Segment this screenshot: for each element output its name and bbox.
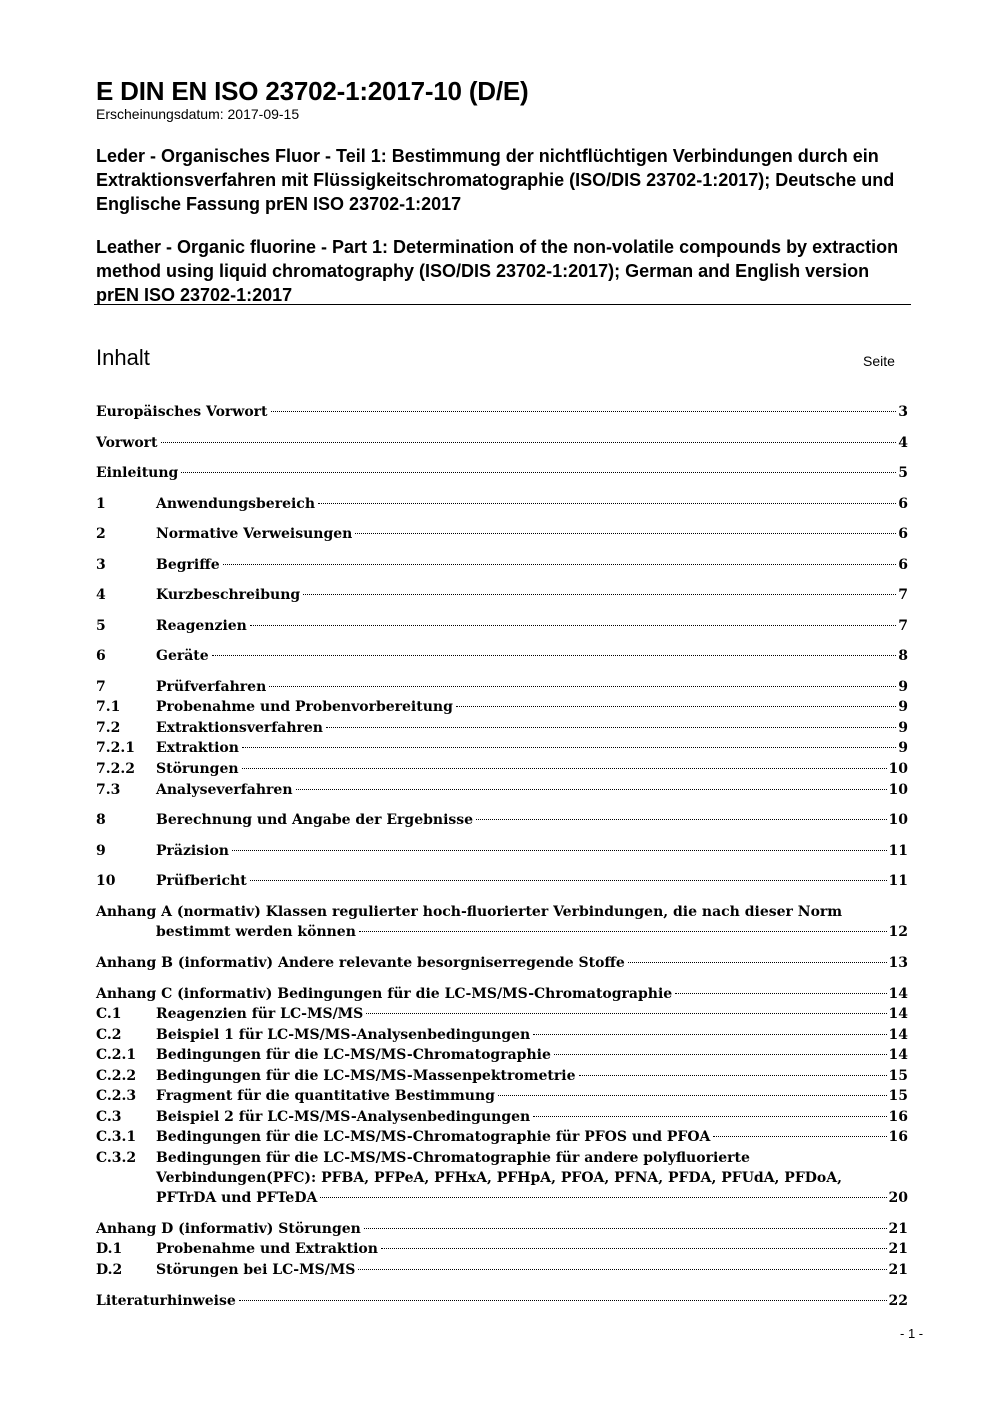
toc-entry-title: Reagenzien [156,618,247,634]
dot-leader [239,1300,887,1301]
toc-entry-title-line: Verbindungen(PFC): PFBA, PFPeA, PFHxA, PFHpA, PFOA, PFNA, PFDA, PFUdA, PFDoA, [156,1170,842,1186]
toc-heading: Inhalt [96,345,150,370]
toc-entry-page: 14 [888,986,908,1002]
toc-entry-title: Vorwort [96,435,158,451]
page-number: - 1 - [900,1326,924,1341]
toc-entry[interactable] [96,871,908,891]
toc-entry-page: 22 [888,1293,908,1309]
toc-entry-number: 7.1 [96,699,121,715]
toc-entry-number: 2 [96,526,106,542]
dot-leader [366,1013,886,1014]
toc-entry-page: 11 [888,843,908,859]
toc-entry-title: Europäisches Vorwort [96,404,268,420]
toc-entry-title: Geräte [156,648,209,664]
toc-entry-title: Anwendungsbereich [156,496,315,512]
toc-entry-page: 6 [898,557,908,573]
dot-leader [250,625,896,626]
toc-entry-page: 11 [888,873,908,889]
toc-entry-title: Fragment für die quantitative Bestimmung [156,1088,495,1104]
toc-entry-title: Anhang B (informativ) Andere relevante besorgniserregende Stoffe [96,955,625,971]
toc-entry-number: 7.3 [96,782,121,798]
toc-entry-number: 7.2.1 [96,740,135,756]
toc-entry-number: C.3.2 [96,1150,137,1166]
toc-entry-title: Begriffe [156,557,220,573]
toc-entry[interactable] [96,697,908,717]
toc-entry-title: Beispiel 1 für LC-MS/MS-Analysenbedingungen [156,1027,531,1043]
dot-leader [533,1034,886,1035]
toc-entry-number: 7.2 [96,720,121,736]
toc-entry-page: 7 [898,618,908,634]
toc-entry-page: 15 [888,1088,908,1104]
dot-leader [223,564,897,565]
dot-leader [713,1136,886,1137]
toc-entry[interactable] [96,494,908,514]
toc-entry[interactable] [96,841,908,861]
toc-entry[interactable] [96,646,908,666]
toc-entry-number: C.1 [96,1006,122,1022]
toc-entry-number: 6 [96,648,106,664]
toc-entry[interactable] [96,1004,908,1024]
toc-entry-title: Beispiel 2 für LC-MS/MS-Analysenbedingungen [156,1109,531,1125]
toc-entry-number: C.2.1 [96,1047,137,1063]
toc-entry-page: 21 [888,1262,908,1278]
toc-entry-page: 6 [898,526,908,542]
toc-entry-page: 4 [898,435,908,451]
title-german: Leder - Organisches Fluor - Teil 1: Bestimmung der nichtflüchtigen Verbindungen durch ein Extraktionsverfahren mit Flüssigkeitschromatographie (ISO/DIS 23702-1:2017); Deutsche und Englische Fassung prEN ISO 23702-1:2017 [96,146,895,214]
dot-leader [318,503,896,504]
dot-leader [242,747,896,748]
toc-entry-number: 7 [96,679,106,695]
toc-entry-number: C.2.3 [96,1088,137,1104]
toc-entry[interactable] [96,718,908,738]
toc-entry[interactable] [96,1127,908,1147]
toc-entry-title: Störungen bei LC-MS/MS [156,1262,356,1278]
dot-leader [320,1197,886,1198]
toc-entry-page: 8 [898,648,908,664]
dot-leader [303,594,896,595]
toc-entry-page: 3 [898,404,908,420]
toc-entry-title: Anhang C (informativ) Bedingungen für die LC-MS/MS-Chromatographie [96,986,673,1002]
dot-leader [355,533,896,534]
toc-entry-page: 5 [898,465,908,481]
toc-entry-title: Prüfverfahren [156,679,267,695]
dot-leader [554,1054,887,1055]
toc-entry-page: 9 [898,699,908,715]
toc-entry-page: 10 [888,812,908,828]
toc-entry-page: 21 [888,1221,908,1237]
toc-entry[interactable] [96,402,908,422]
dot-leader [161,442,897,443]
toc-entry-title: Analyseverfahren [156,782,293,798]
toc-entry[interactable] [96,1107,908,1127]
toc-entry[interactable] [96,738,908,758]
toc-entry-page: 9 [898,679,908,695]
toc-entry-title: Berechnung und Angabe der Ergebnisse [156,812,474,828]
toc-entry[interactable] [96,1045,908,1065]
toc-entry-number: 8 [96,812,106,828]
toc-entry-title: Anhang D (informativ) Störungen [96,1221,361,1237]
toc-entry[interactable] [96,780,908,800]
toc-entry[interactable] [96,677,908,697]
toc-entry-page: 20 [888,1190,908,1206]
toc-entry[interactable] [96,1260,908,1280]
document-title: E DIN EN ISO 23702-1:2017-10 (D/E) [96,76,529,106]
toc-entry-page: 10 [888,782,908,798]
toc-entry-title: Bedingungen für die LC-MS/MS-Chromatographie [156,1047,551,1063]
dot-leader [232,850,887,851]
toc-entry[interactable] [96,433,908,453]
toc-entry[interactable] [96,1148,908,1208]
toc-entry[interactable] [96,524,908,544]
toc-entry-page: 7 [898,587,908,603]
dot-leader [476,819,886,820]
dot-leader [628,962,887,963]
toc-entry[interactable] [96,1219,908,1239]
toc-entry[interactable] [96,810,908,830]
toc-entry[interactable] [96,759,908,779]
toc-entry-title: Störungen [156,761,239,777]
toc-entry-title: Reagenzien für LC-MS/MS [156,1006,364,1022]
title-english: Leather - Organic fluorine - Part 1: Determination of the non-volatile compounds by extraction method using liquid chromatography (ISO/DIS 23702-1:2017); German and English version prEN ISO 23702-1:2017 [96,237,899,305]
toc-entry-page: 14 [888,1047,908,1063]
dot-leader [271,411,897,412]
dot-leader [212,655,897,656]
toc-entry-page: 9 [898,740,908,756]
toc-entry-title: bestimmt werden können [156,924,356,940]
toc-entry[interactable] [96,953,908,973]
toc-entry[interactable] [96,616,908,636]
publication-date: Erscheinungsdatum: 2017-09-15 [96,106,300,122]
toc-entry[interactable] [96,1291,908,1311]
toc-entry-page: 16 [888,1109,908,1125]
toc-entry[interactable] [96,902,908,942]
toc-entry-number: D.1 [96,1241,123,1257]
toc-entry[interactable] [96,1239,908,1259]
toc-entry-title: Kurzbeschreibung [156,587,301,603]
dot-leader [456,706,896,707]
toc-entry-number: C.3.1 [96,1129,137,1145]
toc-entry-number: 7.2.2 [96,761,135,777]
toc-entry[interactable] [96,585,908,605]
toc-entry-title: Probenahme und Probenvorbereitung [156,699,453,715]
toc-entry-number: 10 [96,873,116,889]
toc-entry-title: Präzision [156,843,229,859]
toc-entry-page: 15 [888,1068,908,1084]
toc-entry-title-line: Bedingungen für die LC-MS/MS-Chromatographie für andere polyfluorierte [156,1150,750,1166]
toc-entry-number: C.3 [96,1109,122,1125]
dot-leader [326,727,896,728]
toc-entry-page: 14 [888,1006,908,1022]
dot-leader [181,472,896,473]
dot-leader [242,768,887,769]
toc-entry-number: 4 [96,587,106,603]
toc-entry-page: 12 [888,924,908,940]
toc-entry-page: 14 [888,1027,908,1043]
toc-entry-title: Literaturhinweise [96,1293,236,1309]
dot-leader [675,993,886,994]
page-column-label: Seite [863,353,895,369]
toc-entry-title: Extraktion [156,740,239,756]
toc-entry[interactable] [96,1086,908,1106]
toc-entry-page: 21 [888,1241,908,1257]
toc-entry-page: 6 [898,496,908,512]
toc-entry-page: 13 [888,955,908,971]
toc-entry[interactable] [96,555,908,575]
dot-leader [359,931,887,932]
dot-leader [381,1248,887,1249]
dot-leader [498,1095,887,1096]
dot-leader [364,1228,887,1229]
toc-entry-title: Einleitung [96,465,179,481]
dot-leader [579,1075,887,1076]
toc-entry-number: C.2 [96,1027,122,1043]
toc-entry-number: 3 [96,557,106,573]
toc-entry[interactable] [96,984,908,1004]
toc-entry-page: 9 [898,720,908,736]
toc-entry-title: Prüfbericht [156,873,247,889]
toc-entry-page: 16 [888,1129,908,1145]
toc-entry-title: Bedingungen für die LC-MS/MS-Chromatographie für PFOS und PFOA [156,1129,711,1145]
toc-entry-title-line: Anhang A (normativ) Klassen regulierter hoch-fluorierter Verbindungen, die nach dieser Norm [96,904,843,920]
toc-entry-number: 1 [96,496,106,512]
dot-leader [250,880,887,881]
toc-entry-title: Probenahme und Extraktion [156,1241,378,1257]
toc-entry[interactable] [96,1025,908,1045]
toc-entry-title: Normative Verweisungen [156,526,353,542]
toc-entry-number: C.2.2 [96,1068,137,1084]
toc-entry-page: 10 [888,761,908,777]
dot-leader [533,1116,886,1117]
toc-entry-number: 9 [96,843,106,859]
toc-entry-number: D.2 [96,1262,123,1278]
title-divider [94,304,911,305]
toc-entry[interactable] [96,1066,908,1086]
toc-entry-title: PFTrDA und PFTeDA [156,1190,318,1206]
toc-entry-title: Extraktionsverfahren [156,720,323,736]
dot-leader [358,1269,886,1270]
toc-entry[interactable] [96,463,908,483]
toc-entry-number: 5 [96,618,106,634]
dot-leader [269,686,896,687]
dot-leader [296,789,887,790]
toc-entry-title: Bedingungen für die LC-MS/MS-Massenpektrometrie [156,1068,576,1084]
